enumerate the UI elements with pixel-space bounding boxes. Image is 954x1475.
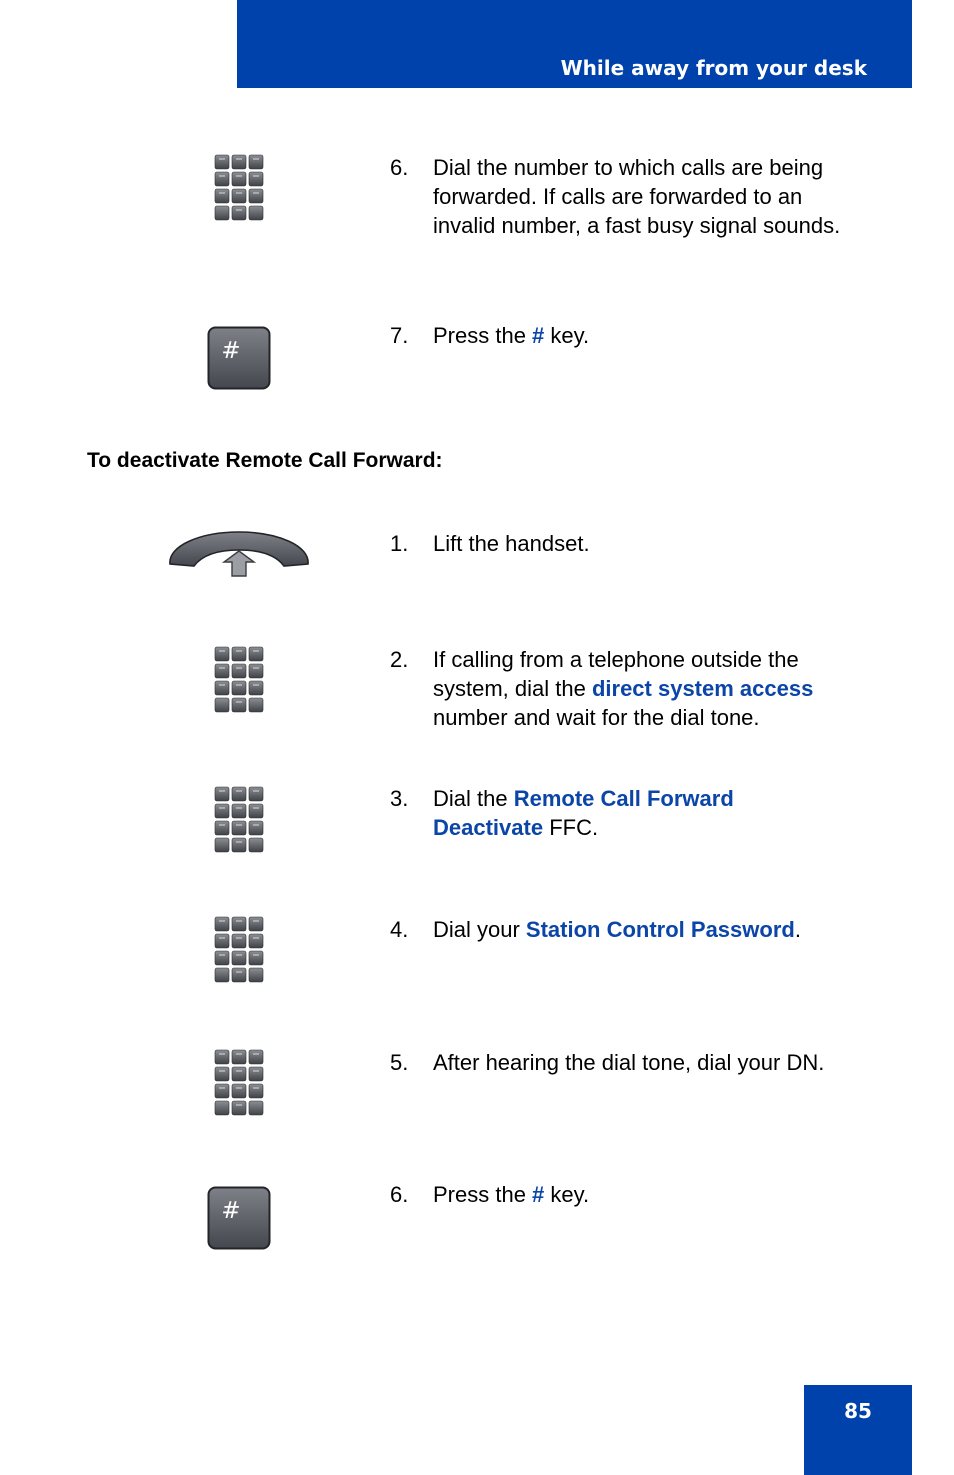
lift-handset-icon <box>166 528 312 578</box>
step-number: 1. <box>390 531 409 556</box>
step-item <box>390 1048 870 1077</box>
step-item <box>390 784 790 842</box>
step-item <box>390 153 870 240</box>
keypad-icon <box>214 154 264 222</box>
step-highlight: # <box>532 323 545 348</box>
hash-key-icon <box>207 326 271 390</box>
step-highlight: Station Control Password <box>525 917 795 942</box>
step-number: 5. <box>390 1050 409 1075</box>
step-text: key. <box>544 323 590 348</box>
step-text: Press the <box>433 1182 533 1207</box>
step-item <box>390 1180 870 1209</box>
hash-key-icon <box>207 1186 271 1250</box>
step-text: Dial the <box>433 786 514 811</box>
step-text: key. <box>544 1182 590 1207</box>
header-title: While away from your desk <box>560 56 867 80</box>
step-text: After hearing the dial tone, dial your DN. <box>433 1050 825 1075</box>
step-highlight: Remote Call Forward Deactivate <box>433 786 734 840</box>
step-number: 6. <box>390 155 409 180</box>
step-highlight: # <box>532 1182 545 1207</box>
hash-key-label: # <box>221 338 241 364</box>
step-number: 6. <box>390 1182 409 1207</box>
step-number: 3. <box>390 786 409 811</box>
step-number: 2. <box>390 647 409 672</box>
page-number-box <box>804 1385 912 1475</box>
page-number: 85 <box>844 1399 872 1423</box>
step-text: number and wait for the dial tone. <box>433 705 760 730</box>
step-text: FFC. <box>543 815 599 840</box>
step-number: 7. <box>390 323 409 348</box>
step-text: Dial your <box>433 917 526 942</box>
step-text: Press the <box>433 323 533 348</box>
hash-key-label: # <box>221 1198 241 1224</box>
section-heading: To deactivate Remote Call Forward: <box>87 449 443 472</box>
step-text: Dial the number to which calls are being forwarded. If calls are forwarded to an invalid number, a fast busy signal sounds. <box>433 155 841 238</box>
keypad-icon <box>214 916 264 984</box>
step-item <box>390 645 870 732</box>
keypad-icon <box>214 646 264 714</box>
step-item <box>390 321 870 350</box>
step-number: 4. <box>390 917 409 942</box>
step-text: . <box>794 917 801 942</box>
header-bar <box>237 0 912 88</box>
keypad-icon <box>214 1049 264 1117</box>
keypad-icon <box>214 786 264 854</box>
step-text: If calling from a telephone outside the system, dial the <box>433 647 799 701</box>
step-item <box>390 915 870 944</box>
step-highlight: direct system access <box>591 676 814 701</box>
step-item <box>390 529 870 558</box>
step-text: Lift the handset. <box>433 531 590 556</box>
